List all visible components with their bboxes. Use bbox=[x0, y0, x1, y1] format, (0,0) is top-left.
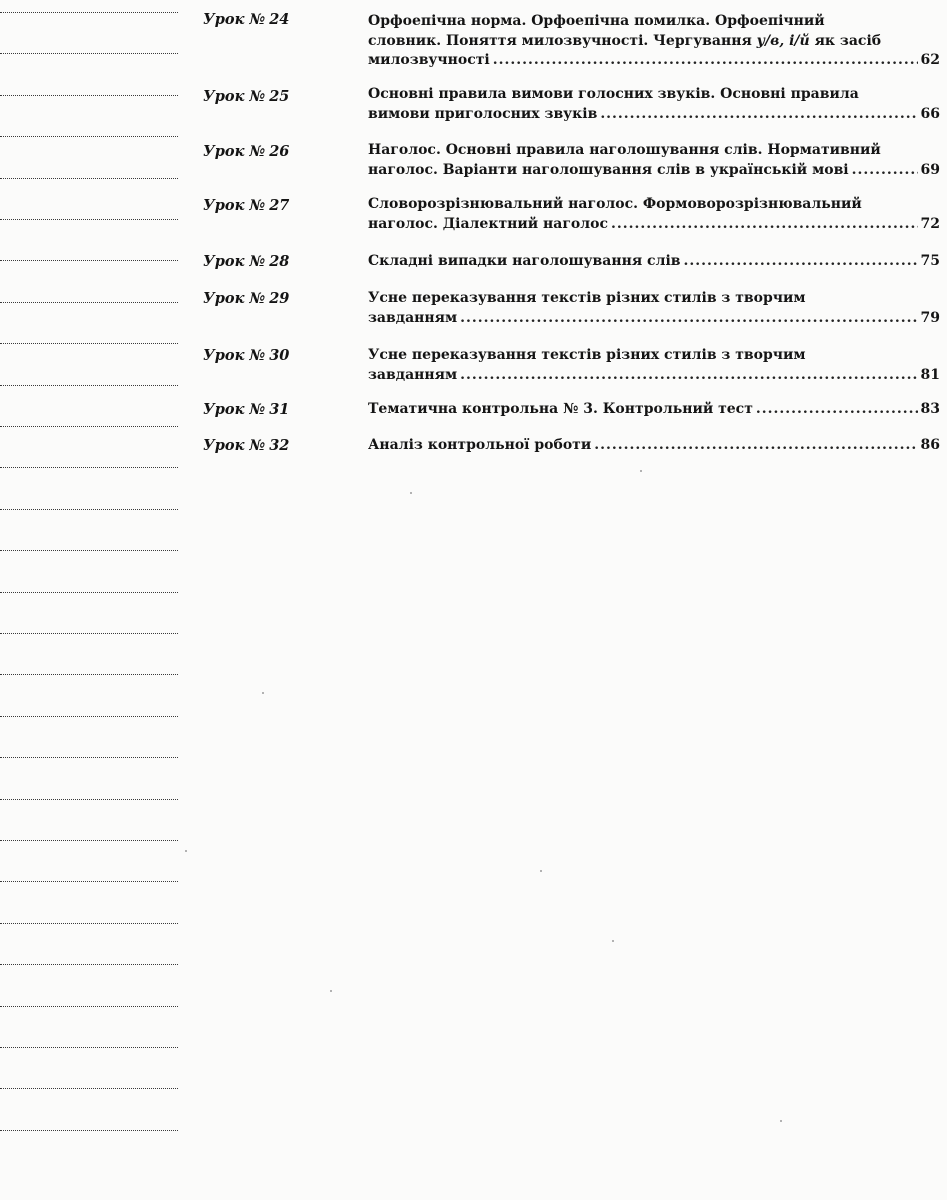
toc-leader-line: наголос. Діалектний наголос ..... 72 bbox=[368, 215, 940, 235]
lesson-title-line: словник. Поняття милозвучності. Чергування у/в, і/й як засіб bbox=[368, 32, 882, 49]
page-number: 81 bbox=[920, 366, 940, 383]
lesson-label: Урок № 27 bbox=[203, 197, 290, 214]
lesson-label: Урок № 26 bbox=[203, 143, 290, 160]
lesson-label: Урок № 29 bbox=[203, 290, 290, 307]
toc-leader-line: Аналіз контрольної роботи ..... 86 bbox=[368, 436, 940, 456]
toc-leader-line: завданням ..... 81 bbox=[368, 366, 940, 386]
lesson-title bbox=[368, 346, 940, 385]
lesson-title-line: Усне переказування текстів різних стилів з творчим bbox=[368, 347, 806, 363]
lesson-title-line: Усне переказування текстів різних стилів з творчим bbox=[368, 290, 806, 306]
toc-leader-line: Тематична контрольна № 3. Контрольний тест ..... 83 bbox=[368, 400, 940, 420]
lesson-title bbox=[368, 85, 940, 124]
page-number: 79 bbox=[920, 309, 940, 326]
lesson-label: Урок № 31 bbox=[203, 401, 290, 418]
page-number: 66 bbox=[920, 105, 940, 122]
lesson-title bbox=[368, 400, 940, 420]
lesson-title bbox=[368, 141, 940, 180]
page-number: 83 bbox=[920, 401, 940, 417]
toc-leader-line: Складні випадки наголошування слів ..... 75 bbox=[368, 252, 940, 272]
lesson-label: Урок № 24 bbox=[203, 11, 290, 28]
page-number: 69 bbox=[920, 161, 940, 178]
lesson-label: Урок № 30 bbox=[203, 347, 290, 364]
lesson-title bbox=[368, 252, 940, 272]
page-number: 86 bbox=[920, 437, 940, 453]
toc-leader-line: наголос. Варіанти наголошування слів в українській мові ..... 69 bbox=[368, 161, 940, 181]
lesson-title-line: Основні правила вимови голосних звуків. Основні правила bbox=[368, 86, 859, 102]
lesson-label: Урок № 32 bbox=[203, 437, 290, 454]
page-number: 62 bbox=[920, 52, 940, 68]
toc-leader-line: милозвучності ..... 62 bbox=[368, 51, 940, 71]
lesson-title bbox=[368, 12, 940, 71]
toc-leader-line: вимови приголосних звуків ..... 66 bbox=[368, 105, 940, 125]
lesson-label: Урок № 25 bbox=[203, 88, 290, 105]
lesson-title bbox=[368, 289, 940, 328]
toc-leader-line: завданням ..... 79 bbox=[368, 309, 940, 329]
page-number: 72 bbox=[920, 215, 940, 232]
lesson-title bbox=[368, 195, 940, 234]
lesson-label: Урок № 28 bbox=[203, 253, 290, 270]
lesson-title-line: Наголос. Основні правила наголошування слів. Нормативний bbox=[368, 142, 881, 158]
lesson-title-line: Словорозрізнювальний наголос. Формоворозрізнювальний bbox=[368, 196, 862, 212]
page-number: 75 bbox=[920, 253, 940, 269]
lesson-title bbox=[368, 436, 940, 456]
lesson-title-line: Орфоепічна норма. Орфоепічна помилка. Орфоепічний bbox=[368, 13, 825, 29]
